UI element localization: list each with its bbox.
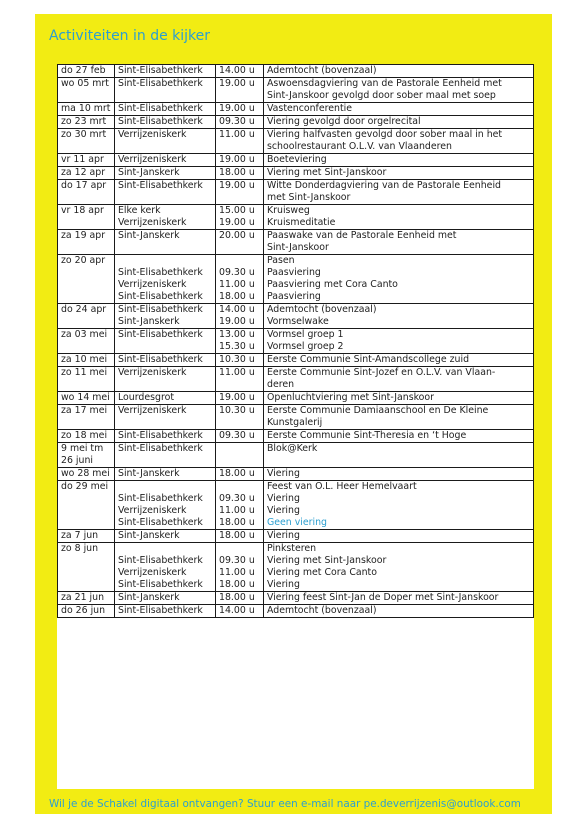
- event-cell: [264, 605, 534, 618]
- table-row: [58, 329, 534, 354]
- table-row: [58, 103, 534, 116]
- place-cell: [115, 543, 216, 592]
- event-cell: [264, 116, 534, 129]
- date-cell: [58, 405, 115, 430]
- event-cell-line: Ademtocht (bovenzaal): [267, 65, 377, 76]
- place-cell-line: Sint-Elisabethkerk: [118, 517, 203, 528]
- place-cell-line: Verrijzeniskerk: [118, 505, 187, 516]
- table-row: [58, 405, 534, 430]
- time-cell-line: 18.00 u: [219, 167, 255, 178]
- time-cell-line: 19.00 u: [219, 154, 255, 165]
- date-cell-line: ma 10 mrt: [61, 103, 111, 114]
- time-cell-line: 09.30 u: [219, 116, 255, 127]
- date-cell-line: wo 14 mei: [61, 392, 110, 403]
- table-row: [58, 78, 534, 103]
- table-row: [58, 205, 534, 230]
- date-cell: [58, 230, 115, 255]
- event-cell-line: Boeteviering: [267, 154, 327, 165]
- date-cell: [58, 354, 115, 367]
- time-cell-line: 11.00 u: [219, 367, 255, 378]
- place-cell-line: Elke kerk: [118, 205, 161, 216]
- event-cell: [264, 430, 534, 443]
- time-cell: [216, 592, 264, 605]
- place-cell: [115, 392, 216, 405]
- date-cell-line: zo 18 mei: [61, 430, 108, 441]
- event-cell: [264, 543, 534, 592]
- table-row: [58, 481, 534, 530]
- activities-table-wrapper: [57, 64, 534, 789]
- place-cell-line: Sint-Janskerk: [118, 592, 180, 603]
- time-cell: [216, 481, 264, 530]
- place-cell: [115, 605, 216, 618]
- event-cell-line: Witte Donderdagviering van de Pastorale Eenheid: [267, 180, 502, 191]
- table-row: [58, 304, 534, 329]
- event-cell-line: met Sint-Janskoor: [267, 192, 351, 203]
- event-cell-line: Eerste Communie Sint-Theresia en ‘t Hoge: [267, 430, 467, 441]
- event-cell-line: Openluchtviering met Sint-Janskoor: [267, 392, 435, 403]
- time-cell: [216, 392, 264, 405]
- place-cell: [115, 103, 216, 116]
- event-cell: [264, 443, 534, 468]
- event-cell: [264, 367, 534, 392]
- time-cell-line: 14.00 u: [219, 65, 255, 76]
- event-cell: [264, 129, 534, 154]
- place-cell-line: Sint-Elisabethkerk: [118, 430, 203, 441]
- time-cell-line: 19.00 u: [219, 103, 255, 114]
- time-cell-line: 18.00 u: [219, 530, 255, 541]
- event-cell: [264, 205, 534, 230]
- place-cell-line: Verrijzeniskerk: [118, 567, 187, 578]
- event-cell-line: Geen viering: [267, 517, 327, 528]
- event-cell-line: Paasviering: [267, 267, 321, 278]
- event-cell-line: Pinksteren: [267, 543, 317, 554]
- event-cell: [264, 255, 534, 304]
- event-cell-line: Viering: [267, 468, 300, 479]
- place-cell-line: Verrijzeniskerk: [118, 154, 187, 165]
- place-cell-line: Lourdesgrot: [118, 392, 175, 403]
- date-cell: [58, 255, 115, 304]
- event-cell-line: Eerste Communie Sint-Amandscollege zuid: [267, 354, 470, 365]
- time-cell-line: 19.00 u: [219, 316, 255, 327]
- date-cell-line: vr 18 apr: [61, 205, 104, 216]
- date-cell-line: za 17 mei: [61, 405, 108, 416]
- date-cell: [58, 129, 115, 154]
- event-cell-line: Blok@Kerk: [267, 443, 318, 454]
- table-row: [58, 443, 534, 468]
- event-cell-line: Viering met Sint-Janskoor: [267, 167, 387, 178]
- time-cell: [216, 329, 264, 354]
- time-cell: [216, 78, 264, 103]
- event-cell-line: Vormsel groep 1: [267, 329, 344, 340]
- date-cell-line: za 12 apr: [61, 167, 106, 178]
- time-cell-line: 09.30 u: [219, 430, 255, 441]
- event-cell-line: Vormsel groep 2: [267, 341, 344, 352]
- place-cell-line: Sint-Elisabethkerk: [118, 103, 203, 114]
- activities-table-body: [58, 65, 534, 618]
- event-cell-line: Viering: [267, 505, 300, 516]
- event-cell-line: Aswoensdagviering van de Pastorale Eenheid met: [267, 78, 502, 89]
- date-cell-line: zo 30 mrt: [61, 129, 107, 140]
- event-cell-line: Viering: [267, 530, 300, 541]
- date-cell: [58, 167, 115, 180]
- time-cell-line: 09.30 u: [219, 493, 255, 504]
- time-cell-line: 14.00 u: [219, 304, 255, 315]
- footer-note: Wil je de Schakel digitaal ontvangen? Stuur een e-mail naar pe.deverrijzenis@outlook.com: [49, 798, 521, 810]
- date-cell: [58, 530, 115, 543]
- place-cell-line: Sint-Elisabethkerk: [118, 267, 203, 278]
- place-cell-line: Sint-Elisabethkerk: [118, 304, 203, 315]
- date-cell-line: za 10 mei: [61, 354, 108, 365]
- event-cell: [264, 304, 534, 329]
- event-cell: [264, 468, 534, 481]
- event-cell-line: Eerste Communie Sint-Jozef en O.L.V. van Vlaan-: [267, 367, 496, 378]
- time-cell-line: 18.00 u: [219, 291, 255, 302]
- event-cell: [264, 481, 534, 530]
- place-cell-line: [118, 255, 212, 267]
- place-cell: [115, 116, 216, 129]
- page-title: Activiteiten in de kijker: [49, 28, 211, 44]
- place-cell-line: Sint-Janskerk: [118, 167, 180, 178]
- place-cell-line: Sint-Elisabethkerk: [118, 116, 203, 127]
- event-cell-line: Vormselwake: [267, 316, 329, 327]
- event-cell-line: Eerste Communie Damiaanschool en De Kleine: [267, 405, 489, 416]
- place-cell: [115, 180, 216, 205]
- time-cell-line: 15.30 u: [219, 341, 255, 352]
- event-cell: [264, 405, 534, 430]
- time-cell: [216, 116, 264, 129]
- event-cell-line: Viering gevolgd door orgelrecital: [267, 116, 421, 127]
- time-cell-line: [219, 543, 260, 555]
- time-cell: [216, 367, 264, 392]
- time-cell-line: 19.00 u: [219, 392, 255, 403]
- table-row: [58, 154, 534, 167]
- event-cell: [264, 78, 534, 103]
- time-cell: [216, 304, 264, 329]
- date-cell-line: do 26 jun: [61, 605, 106, 616]
- place-cell: [115, 329, 216, 354]
- time-cell: [216, 430, 264, 443]
- place-cell-line: [118, 543, 212, 555]
- table-row: [58, 167, 534, 180]
- event-cell-line: Sint-Janskoor: [267, 242, 329, 253]
- event-cell-line: Viering: [267, 579, 300, 590]
- place-cell-line: Sint-Elisabethkerk: [118, 493, 203, 504]
- date-cell: [58, 103, 115, 116]
- place-cell-line: Sint-Elisabethkerk: [118, 605, 203, 616]
- table-row: [58, 65, 534, 78]
- date-cell-line: do 29 mei: [61, 481, 109, 492]
- date-cell: [58, 180, 115, 205]
- place-cell-line: Sint-Janskerk: [118, 468, 180, 479]
- time-cell-line: 11.00 u: [219, 129, 255, 140]
- place-cell: [115, 592, 216, 605]
- date-cell: [58, 605, 115, 618]
- place-cell: [115, 78, 216, 103]
- event-cell-line: Viering halfvasten gevolgd door sober maal in het: [267, 129, 503, 140]
- event-cell-line: Viering met Sint-Janskoor: [267, 555, 387, 566]
- table-row: [58, 367, 534, 392]
- event-cell: [264, 530, 534, 543]
- date-cell: [58, 329, 115, 354]
- time-cell: [216, 255, 264, 304]
- time-cell-line: 11.00 u: [219, 567, 255, 578]
- place-cell: [115, 430, 216, 443]
- event-cell: [264, 65, 534, 78]
- date-cell: [58, 443, 115, 468]
- event-cell: [264, 392, 534, 405]
- date-cell: [58, 78, 115, 103]
- event-cell-line: Viering: [267, 493, 300, 504]
- event-cell: [264, 354, 534, 367]
- activities-table: [57, 64, 534, 618]
- table-row: [58, 530, 534, 543]
- time-cell-line: 09.30 u: [219, 555, 255, 566]
- time-cell: [216, 129, 264, 154]
- place-cell: [115, 154, 216, 167]
- place-cell: [115, 468, 216, 481]
- event-cell-line: Viering feest Sint-Jan de Doper met Sint-Janskoor: [267, 592, 499, 603]
- table-row: [58, 543, 534, 592]
- event-cell-line: Paasviering met Cora Canto: [267, 279, 398, 290]
- event-cell-line: Paasviering: [267, 291, 321, 302]
- event-cell: [264, 154, 534, 167]
- time-cell-line: 11.00 u: [219, 279, 255, 290]
- time-cell: [216, 443, 264, 468]
- time-cell-line: 19.00 u: [219, 217, 255, 228]
- event-cell: [264, 103, 534, 116]
- time-cell: [216, 530, 264, 543]
- place-cell-line: Sint-Elisabethkerk: [118, 329, 203, 340]
- time-cell: [216, 167, 264, 180]
- time-cell-line: [219, 443, 260, 455]
- table-row: [58, 230, 534, 255]
- time-cell-line: 10.30 u: [219, 405, 255, 416]
- date-cell-line: za 7 jun: [61, 530, 99, 541]
- place-cell-line: [118, 481, 212, 493]
- date-cell: [58, 304, 115, 329]
- place-cell: [115, 230, 216, 255]
- place-cell: [115, 129, 216, 154]
- place-cell: [115, 304, 216, 329]
- event-cell-line: Kruisweg: [267, 205, 310, 216]
- place-cell-line: Sint-Elisabethkerk: [118, 579, 203, 590]
- date-cell: [58, 65, 115, 78]
- time-cell: [216, 605, 264, 618]
- date-cell-line: za 19 apr: [61, 230, 106, 241]
- table-row: [58, 430, 534, 443]
- event-cell-line: Pasen: [267, 255, 295, 266]
- date-cell: [58, 116, 115, 129]
- date-cell: [58, 392, 115, 405]
- event-cell-line: Ademtocht (bovenzaal): [267, 605, 377, 616]
- date-cell-line: wo 28 mei: [61, 468, 110, 479]
- table-row: [58, 605, 534, 618]
- place-cell-line: Sint-Janskerk: [118, 230, 180, 241]
- time-cell: [216, 405, 264, 430]
- date-cell-line: wo 05 mrt: [61, 78, 109, 89]
- date-cell: [58, 154, 115, 167]
- event-cell-line: deren: [267, 379, 295, 390]
- place-cell: [115, 65, 216, 78]
- event-cell: [264, 592, 534, 605]
- place-cell-line: Sint-Elisabethkerk: [118, 291, 203, 302]
- place-cell-line: Sint-Elisabethkerk: [118, 78, 203, 89]
- event-cell-line: Feest van O.L. Heer Hemelvaart: [267, 481, 417, 492]
- time-cell-line: 19.00 u: [219, 78, 255, 89]
- event-cell-line: Kruismeditatie: [267, 217, 336, 228]
- event-cell-line: Sint-Janskoor gevolgd door sober maal met soep: [267, 90, 496, 101]
- event-cell-line: schoolrestaurant O.L.V. van Vlaanderen: [267, 141, 453, 152]
- place-cell: [115, 354, 216, 367]
- table-row: [58, 468, 534, 481]
- table-row: [58, 592, 534, 605]
- time-cell: [216, 230, 264, 255]
- time-cell-line: 09.30 u: [219, 267, 255, 278]
- place-cell-line: Verrijzeniskerk: [118, 367, 187, 378]
- time-cell: [216, 354, 264, 367]
- place-cell: [115, 255, 216, 304]
- time-cell-line: 18.00 u: [219, 592, 255, 603]
- date-cell: [58, 468, 115, 481]
- date-cell: [58, 205, 115, 230]
- place-cell-line: Sint-Elisabethkerk: [118, 354, 203, 365]
- table-row: [58, 392, 534, 405]
- time-cell-line: 18.00 u: [219, 517, 255, 528]
- place-cell-line: Sint-Janskerk: [118, 316, 180, 327]
- place-cell-line: Verrijzeniskerk: [118, 279, 187, 290]
- table-row: [58, 129, 534, 154]
- place-cell-line: Verrijzeniskerk: [118, 217, 187, 228]
- date-cell: [58, 481, 115, 530]
- table-row: [58, 180, 534, 205]
- time-cell-line: 11.00 u: [219, 505, 255, 516]
- date-cell-line: do 17 apr: [61, 180, 107, 191]
- time-cell-line: [219, 255, 260, 267]
- table-row: [58, 354, 534, 367]
- event-cell: [264, 180, 534, 205]
- event-cell-line: Vastenconferentie: [267, 103, 353, 114]
- event-cell-line: Viering met Cora Canto: [267, 567, 377, 578]
- place-cell-line: Verrijzeniskerk: [118, 129, 187, 140]
- time-cell-line: 20.00 u: [219, 230, 255, 241]
- date-cell-line: zo 20 apr: [61, 255, 106, 266]
- table-row: [58, 255, 534, 304]
- date-cell-line: zo 23 mrt: [61, 116, 107, 127]
- time-cell: [216, 154, 264, 167]
- place-cell: [115, 443, 216, 468]
- place-cell: [115, 481, 216, 530]
- place-cell: [115, 367, 216, 392]
- time-cell: [216, 103, 264, 116]
- time-cell-line: 10.30 u: [219, 354, 255, 365]
- event-cell: [264, 329, 534, 354]
- time-cell: [216, 205, 264, 230]
- date-cell-line: do 27 feb: [61, 65, 106, 76]
- event-cell-line: Paaswake van de Pastorale Eenheid met: [267, 230, 457, 241]
- place-cell: [115, 167, 216, 180]
- date-cell-line: do 24 apr: [61, 304, 107, 315]
- place-cell: [115, 405, 216, 430]
- date-cell-line: 26 juni: [61, 455, 94, 466]
- date-cell: [58, 592, 115, 605]
- date-cell-line: za 21 jun: [61, 592, 105, 603]
- time-cell: [216, 180, 264, 205]
- time-cell-line: 13.00 u: [219, 329, 255, 340]
- date-cell-line: 9 mei tm: [61, 443, 104, 454]
- time-cell-line: 19.00 u: [219, 180, 255, 191]
- time-cell-line: 14.00 u: [219, 605, 255, 616]
- event-cell-line: Kunstgalerij: [267, 417, 323, 428]
- event-cell-line: Ademtocht (bovenzaal): [267, 304, 377, 315]
- event-cell: [264, 230, 534, 255]
- yellow-panel: [35, 14, 552, 814]
- date-cell: [58, 367, 115, 392]
- place-cell-line: Sint-Janskerk: [118, 530, 180, 541]
- place-cell: [115, 530, 216, 543]
- time-cell: [216, 468, 264, 481]
- place-cell-line: Sint-Elisabethkerk: [118, 65, 203, 76]
- place-cell-line: Verrijzeniskerk: [118, 405, 187, 416]
- time-cell-line: 18.00 u: [219, 579, 255, 590]
- place-cell-line: Sint-Elisabethkerk: [118, 443, 203, 454]
- table-row: [58, 116, 534, 129]
- time-cell: [216, 543, 264, 592]
- time-cell-line: [219, 481, 260, 493]
- date-cell-line: zo 11 mei: [61, 367, 108, 378]
- event-cell: [264, 167, 534, 180]
- place-cell-line: Sint-Elisabethkerk: [118, 555, 203, 566]
- date-cell-line: za 03 mei: [61, 329, 108, 340]
- date-cell-line: vr 11 apr: [61, 154, 104, 165]
- date-cell-line: zo 8 jun: [61, 543, 99, 554]
- date-cell: [58, 543, 115, 592]
- time-cell-line: 18.00 u: [219, 468, 255, 479]
- place-cell-line: Sint-Elisabethkerk: [118, 180, 203, 191]
- place-cell: [115, 205, 216, 230]
- time-cell-line: 15.00 u: [219, 205, 255, 216]
- date-cell: [58, 430, 115, 443]
- time-cell: [216, 65, 264, 78]
